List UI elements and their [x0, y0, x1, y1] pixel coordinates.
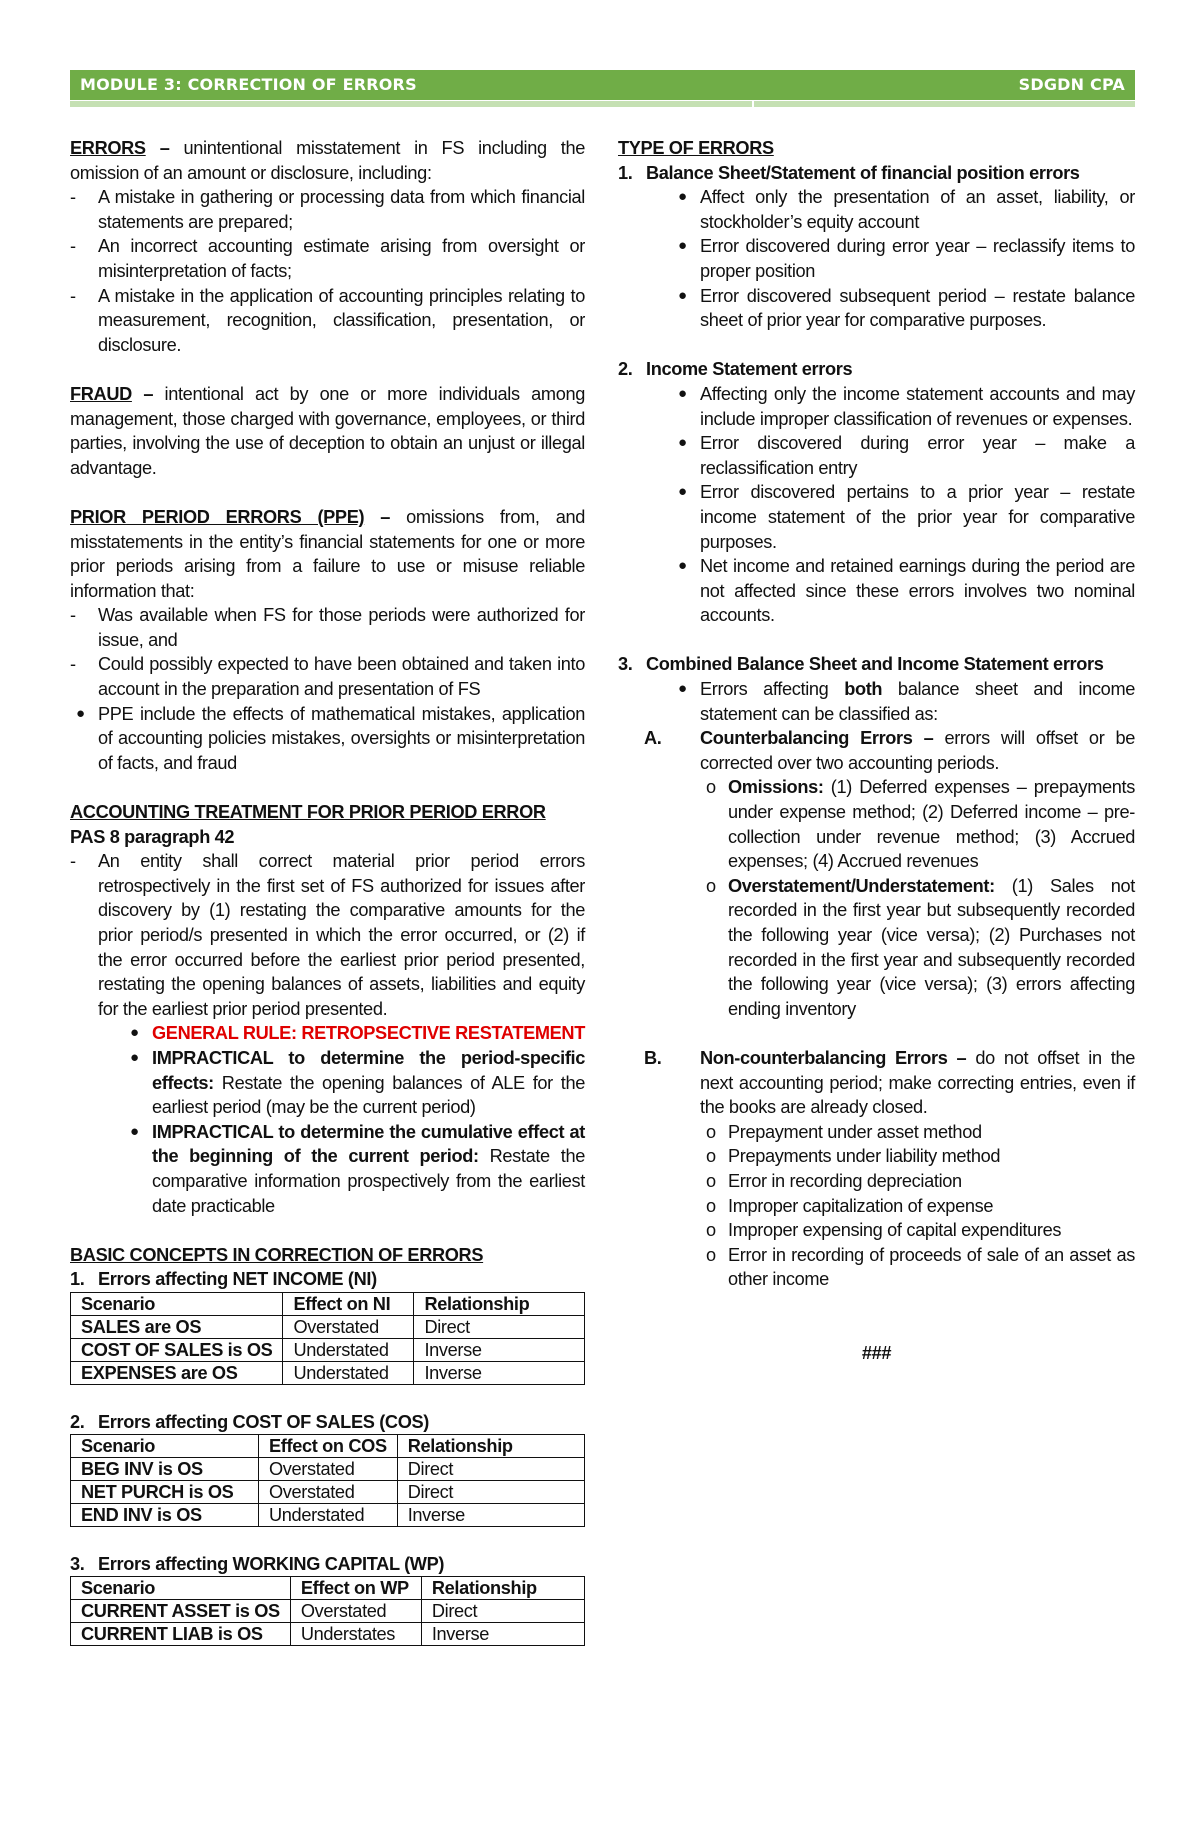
combined-errors-list [618, 677, 1135, 726]
list-item: ● Affecting only the income statement accounts and may include improper classification of revenues or expenses. [678, 383, 1135, 429]
list-item: ● Affect only the presentation of an asset, liability, or stockholder’s equity account [678, 187, 1135, 232]
is-errors-heading: 2. Income Statement errors [618, 359, 853, 380]
non-counterbalancing-list [700, 1120, 1135, 1292]
cost-of-sales-table [70, 1434, 585, 1527]
counterbalancing-errors: A. Counterbalancing Errors – errors will offset or be corrected over two accounting periods. [644, 728, 1135, 773]
table-row: COST OF SALES is OS Understated Inverse [71, 1338, 585, 1361]
list-item: - An incorrect accounting estimate arising from oversight or misinterpretation of facts; [70, 236, 585, 281]
table-row: NET PURCH is OS Overstated Direct [71, 1481, 585, 1504]
ppe-term: PRIOR PERIOD ERRORS (PPE) [70, 506, 365, 527]
list-item: o Prepayments under liability method [706, 1146, 1001, 1167]
table-header-row: Scenario Effect on WP Relationship [71, 1577, 585, 1600]
right-column [618, 136, 1135, 1366]
header-rule [70, 101, 1135, 107]
list-item: - A mistake in the application of accounting principles relating to measurement, recognition, classification, presentation, or disclosure. [70, 285, 585, 355]
list-item: o Error in recording of proceeds of sale of an asset as other income [706, 1244, 1135, 1290]
module-title: MODULE 3: CORRECTION OF ERRORS [80, 75, 417, 94]
fraud-term: FRAUD [70, 383, 132, 404]
ppe-note-list [70, 702, 585, 776]
table-row: END INV is OS Understated Inverse [71, 1504, 585, 1527]
left-column [70, 136, 585, 1646]
list-item: ● Net income and retained earnings during the period are not affected since these errors involves two nominal accounts. [678, 556, 1135, 626]
fraud-definition: FRAUD – intentional act by one or more individuals among management, those charged with governance, employees, or third parties, involving the use of deception to obtain an unjust or illegal advantage. [70, 383, 585, 478]
non-counterbalancing-errors: B. Non-counterbalancing Errors – do not offset in the next accounting period; make correcting entries, even if the books are already closed. [644, 1047, 1136, 1118]
list-item: o Improper expensing of capital expenditures [706, 1220, 1062, 1241]
header-rule-split [752, 101, 754, 107]
treatment-list [70, 849, 585, 1021]
list-item: ● Error discovered during error year – make a reclassification entry [678, 433, 1135, 478]
table-3-heading: 3. Errors affecting WORKING CAPITAL (WP) [70, 1553, 445, 1574]
counterbalancing-list [700, 775, 1135, 1021]
table-row: BEG INV is OS Overstated Direct [71, 1458, 585, 1481]
treatment-title: ACCOUNTING TREATMENT FOR PRIOR PERIOD ERROR [70, 802, 546, 823]
basic-title: BASIC CONCEPTS IN CORRECTION OF ERRORS [70, 1244, 484, 1265]
table-row: SALES are OS Overstated Direct [71, 1315, 585, 1338]
ppe-list [70, 603, 585, 701]
table-header-row: Scenario Effect on NI Relationship [71, 1292, 585, 1315]
table-row: CURRENT ASSET is OS Overstated Direct [71, 1600, 585, 1623]
list-item: o Error in recording depreciation [706, 1170, 962, 1191]
bs-errors-heading: 1. Balance Sheet/Statement of financial position errors [618, 162, 1080, 183]
list-item: o Omissions: (1) Deferred expenses – prepayments under expense method; (2) Deferred income – pre-collection under revenue method; (3) Accrued expenses; (4) Accrued revenues [706, 777, 1135, 872]
list-item: o Improper capitalization of expense [706, 1195, 994, 1216]
list-item: o Overstatement/Understatement: (1) Sales not recorded in the first year but subsequently recorded the following year (vice versa); (2) Purchases not recorded in the first year and subsequently recorded the following year (vice versa); (3) errors affecting ending inventory [706, 875, 1135, 1019]
list-item: ● IMPRACTICAL to determine the period-specific effects: Restate the opening balances of ALE for the earliest period (may be the current period) [130, 1047, 585, 1118]
list-item: - Could possibly expected to have been obtained and taken into account in the preparation and presentation of FS [70, 654, 585, 700]
errors-list [70, 185, 585, 357]
list-item: o Prepayment under asset method [706, 1121, 982, 1142]
net-income-table [70, 1292, 585, 1385]
page-header [70, 70, 1135, 100]
list-item: ● PPE include the effects of mathematical mistakes, application of accounting policies mistakes, oversights or misinterpretation of facts, and fraud [76, 703, 585, 773]
list-item: ● Error discovered subsequent period – restate balance sheet of prior year for comparative purposes. [678, 285, 1135, 331]
list-item: ● Errors affecting both balance sheet and income statement can be classified as: [678, 679, 1136, 724]
list-item: - A mistake in gathering or processing data from which financial statements are prepared; [70, 187, 585, 232]
list-item: - Was available when FS for those periods were authorized for issue, and [70, 605, 585, 650]
general-rule: GENERAL RULE: RETROPSECTIVE RESTATEMENT [152, 1023, 585, 1044]
combined-errors-heading: 3. Combined Balance Sheet and Income Statement errors [618, 654, 1104, 675]
list-item: ● GENERAL RULE: RETROPSECTIVE RESTATEMENT [130, 1023, 585, 1044]
is-errors-list [618, 382, 1135, 628]
errors-definition: ERRORS – unintentional misstatement in FS including the omission of an amount or disclosure, including: [70, 138, 585, 183]
table-row: CURRENT LIAB is OS Understates Inverse [71, 1623, 585, 1646]
table-row: EXPENSES are OS Understated Inverse [71, 1361, 585, 1384]
list-item: ● Error discovered during error year – reclassify items to proper position [678, 236, 1135, 281]
types-title: TYPE OF ERRORS [618, 138, 774, 158]
table-2-heading: 2. Errors affecting COST OF SALES (COS) [70, 1411, 429, 1432]
ppe-definition: PRIOR PERIOD ERRORS (PPE) – omissions from, and misstatements in the entity’s financial statements for one or more prior periods arising from a failure to use or misuse reliable information that: [70, 506, 585, 601]
end-mark: ### [861, 1343, 892, 1364]
bs-errors-list [618, 185, 1135, 333]
list-item: ● Error discovered pertains to a prior year – restate income statement of the prior year for comparative purposes. [678, 482, 1135, 552]
treatment-subtitle: PAS 8 paragraph 42 [70, 826, 235, 847]
treatment-bullets [70, 1021, 585, 1218]
table-header-row: Scenario Effect on COS Relationship [71, 1435, 585, 1458]
list-item: ● IMPRACTICAL to determine the cumulative effect at the beginning of the current period: Restate the comparative information prospectively from the earliest date practicable [130, 1121, 585, 1216]
author-label: SDGDN CPA [1018, 75, 1125, 94]
table-1-heading: 1. Errors affecting NET INCOME (NI) [70, 1269, 377, 1290]
list-item: - An entity shall correct material prior period errors retrospectively in the first set of FS authorized for issues after discovery by (1) restating the comparative amounts for the prior period/s presented in which the error occurred, or (2) if the error occurred before the earliest prior period presented, restating the opening balances of assets, liabilities and equity for the earliest prior period presented. [70, 851, 585, 1019]
errors-term: ERRORS [70, 138, 146, 158]
working-capital-table [70, 1576, 585, 1646]
